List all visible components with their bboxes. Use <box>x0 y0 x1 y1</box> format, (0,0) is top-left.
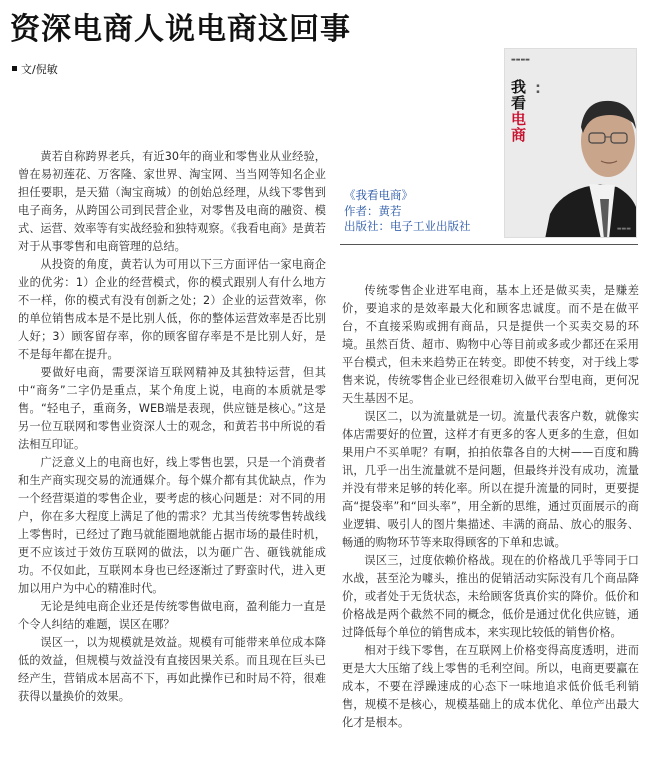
cover-title-line2: 电商 <box>511 110 527 144</box>
caption-divider <box>340 244 638 245</box>
byline-text: 文/倪敏 <box>21 63 58 76</box>
caption-author: 作者：黄若 <box>344 203 402 218</box>
caption-publisher: 出版社：电子工业出版社 <box>344 219 471 233</box>
paragraph: 广泛意义上的电商也好，线上零售也罢，只是一个消费者和生产商实现交易的流通媒介。每个媒介都有其优缺点，作为一个经营渠道的零售企业，要考虑的核心问题是：对不同的用户，你在多大程度上满足了他的需求？尤其当传统零售转战线上零售时，已经过了跑马就能圈地就能占据市场的最佳时机，更不应该过于效仿互联网的做法，以为砸广告、砸钱就能成功。不仅如此，互联网本身也已经逐渐过了野蛮时代，进入更加以用户为中心的精准时代。 <box>18 456 326 595</box>
bullet-square-icon <box>12 66 17 71</box>
paragraph: 误区一，以为规模就是效益。规模有可能带来单位成本降低的效益，但规模与效益没有直接因果关系。而且现在巨头已经产生，营销成本居高不下，再如此操作已和时局不符，很难获得以量换价的效果。 <box>18 636 326 703</box>
right-column <box>342 282 639 732</box>
cover-title-line1: 我看 <box>511 78 527 112</box>
article-title: 资深电商人说电商这回事 <box>10 12 351 47</box>
paragraph: 黄若自称跨界老兵，有近30年的商业和零售业从业经验，曾在易初莲花、万客隆、家世界、淘宝网、当当网等知名企业担任要职，是天猫（淘宝商城）的创始总经理，从线下零售到电子商务，从跨国公司到民营企业，对零售及电商的融资、模式、运营、效率等有实战经验和独特观察。《我看电商》是黄若对于从事零售和电商管理的总结。 <box>18 150 326 253</box>
caption-title: 《我看电商》 <box>344 188 413 202</box>
book-caption <box>344 188 471 235</box>
paragraph: 误区二，以为流量就是一切。流量代表客户数，就像实体店需要好的位置，这样才有更多的客人更多的生意，但如果用户不买单呢？有啊，拍拍依靠各自的大树——百度和腾讯，几乎一出生流量就不是问题，但最终并没有成功，流量并没有带来足够的转化率。所以在提升流量的同时，更要提高“提袋率”和“回头率”，用全新的思维，通过页面展示的商业逻辑、吸引人的图片集描述、丰满的商品、放心的服务、畅通的购物环节等来取得顾客的下单和忠诚。 <box>342 410 639 549</box>
cover-publisher-mark-icon: ▬▬▬▬ <box>511 57 530 63</box>
left-column <box>18 148 326 706</box>
paragraph: 从投资的角度，黄若认为可用以下三方面评估一家电商企业的优劣：1）企业的经营模式，你的模式跟别人有什么地方不一样，你的模式有没有创新之处；2）企业的运营效率，你的单位销售成本是不是比别人低，你的整体运营效率是否比别人好；3）顾客留存率，你的顾客留存率是不是比别人好，是不是每年都在提升。 <box>18 258 326 361</box>
book-cover-image <box>504 48 637 238</box>
cover-publisher-logo-icon: ▬▬▬ <box>616 226 631 232</box>
paragraph: 相对于线下零售，在互联网上价格变得高度透明，进而更是大大压缩了线上零售的毛利空间。所以，电商更要赢在成本，不要在浮躁速成的心态下一味地追求低价低毛利销售，规模不是核心，规模基础上的成本优化、单位产出最大化才是根本。 <box>342 644 639 729</box>
paragraph: 无论是纯电商企业还是传统零售做电商，盈利能力一直是个令人纠结的难题，误区在哪？ <box>18 600 326 631</box>
paragraph: 传统零售企业进军电商，基本上还是做买卖，是赚差价，要追求的是效率最大化和顾客忠诚度。而不是在做平台，不直接采购或拥有商品，只是提供一个买卖交易的环境。虽然百货、超市、购物中心等目前或多或少都还在采用平台模式，但未来趋势正在转变。即使不转变，对于线上零售来说，传统零售企业已经很难切入做平台型电商，更何况天生基因不足。 <box>342 284 639 405</box>
paragraph: 误区三，过度依赖价格战。现在的价格战几乎等同于口水战，甚至沦为噱头，推出的促销活动实际没有几个商品降价，或者处于无货状态，未给顾客货真价实的降价。低价和价格战是两个截然不同的概念，低价是通过优化供应链，通过降低每个单位的销售成本，来实现比较低的销售价格。 <box>342 554 639 639</box>
cover-author-mark-icon: ▪▪ <box>535 83 541 95</box>
cover-title <box>511 79 527 143</box>
byline <box>12 61 58 77</box>
paragraph: 要做好电商，需要深谙互联网精神及其独特运营，但其中“商务”二字仍是重点，某个角度上说，电商的本质就是零售。“轻电子，重商务，WEB端是表现，供应链是核心。”这是另一位互联网和零售业资深人士的观念，和黄若书中所说的看法相互印证。 <box>18 366 326 451</box>
